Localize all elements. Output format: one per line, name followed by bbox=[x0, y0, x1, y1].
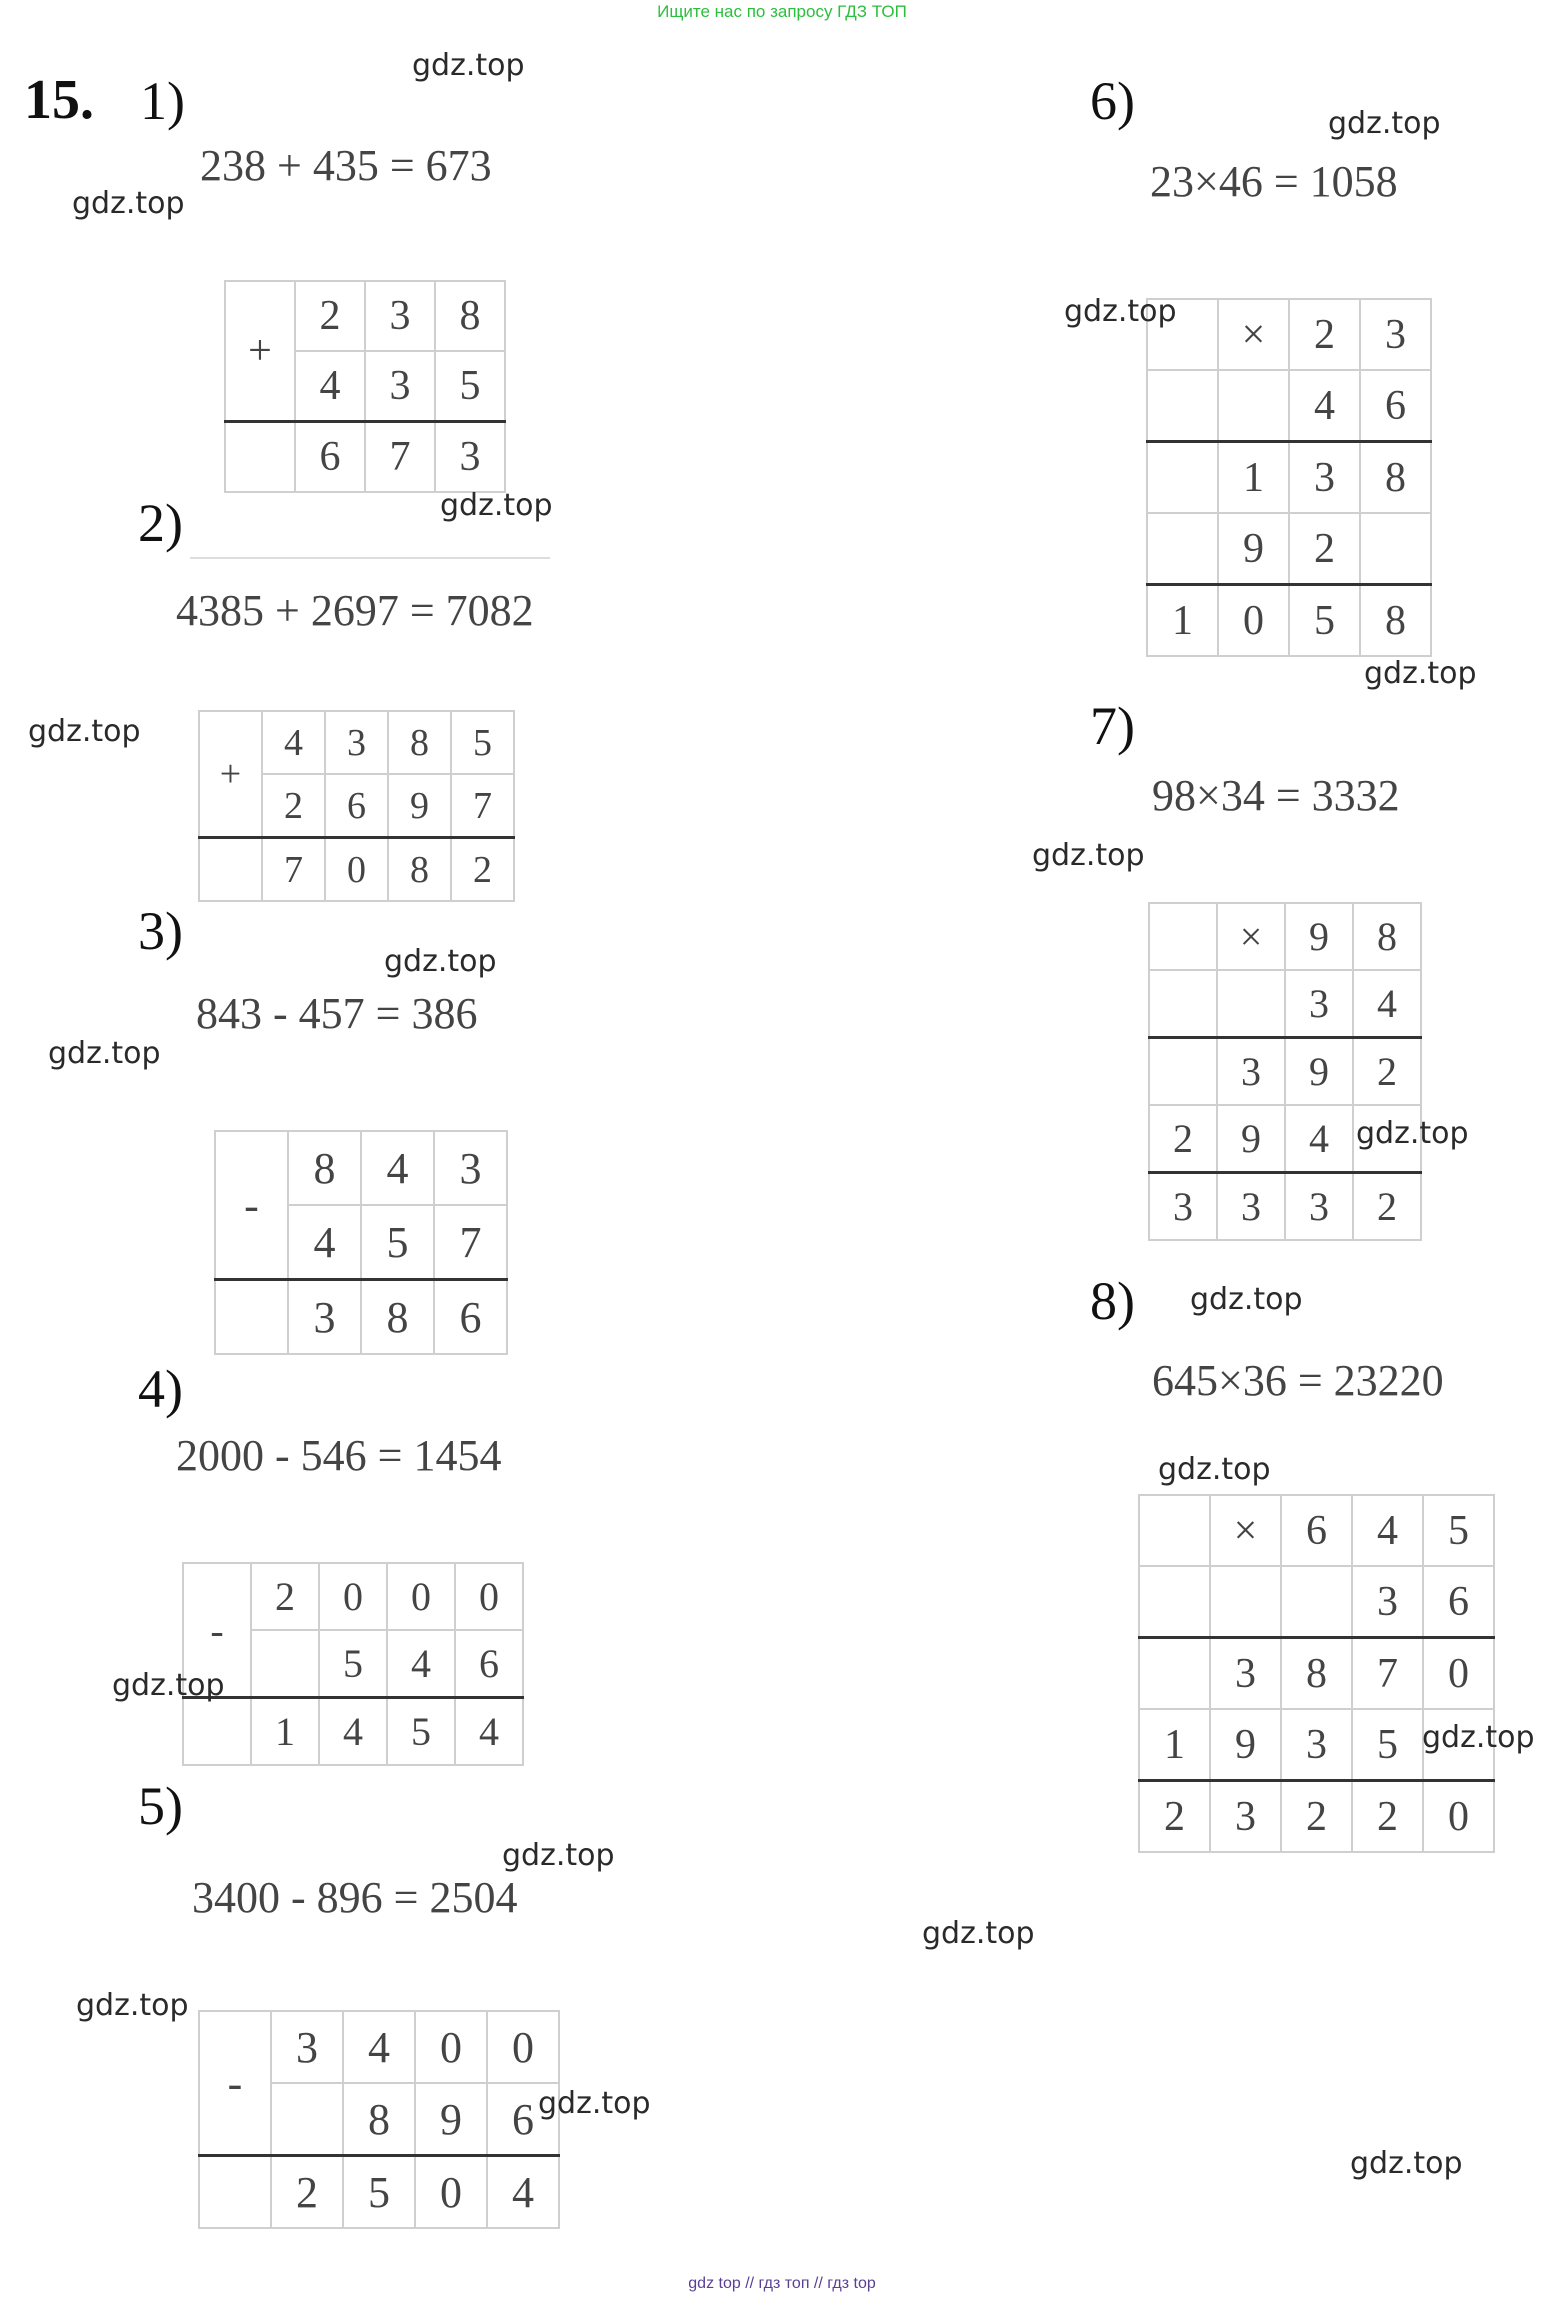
grid-cell: 8 bbox=[1281, 1638, 1352, 1710]
grid-cell: 8 bbox=[361, 1280, 434, 1355]
grid-cell bbox=[1149, 903, 1217, 970]
grid-cell: 0 bbox=[387, 1563, 455, 1630]
grid-cell: 9 bbox=[415, 2083, 487, 2156]
grid-cell: 3 bbox=[365, 281, 435, 351]
grid-cell: 4 bbox=[361, 1131, 434, 1205]
grid-cell: 5 bbox=[1352, 1709, 1423, 1781]
grid-cell: 8 bbox=[288, 1131, 361, 1205]
grid-row bbox=[1147, 442, 1431, 514]
grid-cell: 9 bbox=[1210, 1709, 1281, 1781]
grid-cell: 3 bbox=[1210, 1781, 1281, 1853]
grid-cell: 9 bbox=[1285, 903, 1353, 970]
grid-table bbox=[198, 710, 515, 902]
grid-row bbox=[183, 1563, 523, 1630]
grid-cell: 0 bbox=[415, 2156, 487, 2229]
top-banner[interactable]: Ищите нас по запросу ГДЗ ТОП bbox=[657, 2, 907, 21]
grid-cell: - bbox=[215, 1131, 288, 1280]
grid-cell: 8 bbox=[343, 2083, 415, 2156]
watermark: gdz.top bbox=[538, 2086, 651, 2121]
grid-cell: 5 bbox=[451, 711, 514, 774]
grid-table bbox=[1146, 298, 1432, 657]
column-grid-1 bbox=[224, 280, 506, 493]
grid-row bbox=[1147, 370, 1431, 442]
watermark: gdz.top bbox=[1328, 106, 1441, 141]
grid-cell: 7 bbox=[434, 1205, 507, 1280]
watermark: gdz.top bbox=[1032, 838, 1145, 873]
column-grid-8 bbox=[1138, 1494, 1495, 1853]
watermark: gdz.top bbox=[502, 1838, 615, 1873]
grid-cell: 2 bbox=[262, 774, 325, 838]
grid-cell: 1 bbox=[251, 1698, 319, 1766]
grid-cell: 0 bbox=[319, 1563, 387, 1630]
grid-cell bbox=[225, 422, 295, 493]
grid-cell: 2 bbox=[1353, 1173, 1421, 1241]
divider-rule bbox=[190, 557, 550, 559]
grid-cell bbox=[1139, 1638, 1210, 1710]
task-label-8: 8) bbox=[1090, 1271, 1135, 1331]
grid-cell bbox=[1360, 513, 1431, 585]
grid-row bbox=[199, 2011, 559, 2083]
task-label-4: 4) bbox=[138, 1359, 183, 1419]
grid-cell: 5 bbox=[1289, 585, 1360, 657]
grid-cell: 4 bbox=[1285, 1105, 1353, 1173]
grid-cell bbox=[251, 1630, 319, 1698]
grid-table bbox=[1148, 902, 1422, 1241]
grid-cell: 4 bbox=[455, 1698, 523, 1766]
grid-row bbox=[183, 1698, 523, 1766]
grid-cell bbox=[271, 2083, 343, 2156]
watermark: gdz.top bbox=[1190, 1282, 1303, 1317]
watermark: gdz.top bbox=[1422, 1720, 1535, 1755]
watermark: gdz.top bbox=[112, 1668, 225, 1703]
grid-cell: 3 bbox=[271, 2011, 343, 2083]
watermark: gdz.top bbox=[412, 48, 525, 83]
task-label-6: 6) bbox=[1090, 71, 1135, 131]
grid-cell: 4 bbox=[343, 2011, 415, 2083]
grid-cell: 8 bbox=[435, 281, 505, 351]
grid-cell: 3 bbox=[1285, 1173, 1353, 1241]
grid-cell bbox=[215, 1280, 288, 1355]
grid-cell: 1 bbox=[1147, 585, 1218, 657]
grid-cell: 8 bbox=[1353, 903, 1421, 970]
grid-cell: 6 bbox=[455, 1630, 523, 1698]
grid-cell: 2 bbox=[251, 1563, 319, 1630]
watermark: gdz.top bbox=[1356, 1116, 1469, 1151]
grid-cell: 9 bbox=[1217, 1105, 1285, 1173]
grid-cell bbox=[1149, 1038, 1217, 1106]
grid-cell: × bbox=[1218, 299, 1289, 370]
grid-row bbox=[1147, 585, 1431, 657]
equation-7: 98×34 = 3332 bbox=[1152, 771, 1400, 820]
grid-cell: 5 bbox=[387, 1698, 455, 1766]
grid-row bbox=[1149, 903, 1421, 970]
grid-row bbox=[215, 1280, 507, 1355]
grid-cell bbox=[1147, 370, 1218, 442]
grid-cell: 3 bbox=[288, 1280, 361, 1355]
grid-cell: 3 bbox=[1217, 1173, 1285, 1241]
grid-row bbox=[1149, 1173, 1421, 1241]
grid-cell: 7 bbox=[1352, 1638, 1423, 1710]
grid-cell: + bbox=[199, 711, 262, 838]
grid-row bbox=[1149, 970, 1421, 1038]
grid-row bbox=[1147, 513, 1431, 585]
equation-8: 645×36 = 23220 bbox=[1152, 1356, 1444, 1405]
grid-cell: 6 bbox=[325, 774, 388, 838]
grid-cell: 3 bbox=[435, 422, 505, 493]
grid-cell: 2 bbox=[1281, 1781, 1352, 1853]
grid-row bbox=[199, 838, 514, 902]
grid-cell: 2 bbox=[1289, 513, 1360, 585]
grid-cell: 6 bbox=[1423, 1566, 1494, 1638]
grid-cell: 3 bbox=[1210, 1638, 1281, 1710]
grid-cell: 3 bbox=[325, 711, 388, 774]
grid-cell: 3 bbox=[434, 1131, 507, 1205]
grid-cell: 9 bbox=[1218, 513, 1289, 585]
grid-cell: 4 bbox=[262, 711, 325, 774]
grid-cell: 8 bbox=[1360, 442, 1431, 514]
grid-cell bbox=[1147, 513, 1218, 585]
task-label-5: 5) bbox=[138, 1776, 183, 1836]
task-label-3: 3) bbox=[138, 901, 183, 961]
grid-cell bbox=[1149, 970, 1217, 1038]
grid-table bbox=[214, 1130, 508, 1355]
grid-cell: 4 bbox=[288, 1205, 361, 1280]
grid-cell: 3 bbox=[1285, 970, 1353, 1038]
watermark: gdz.top bbox=[28, 714, 141, 749]
grid-row bbox=[1139, 1566, 1494, 1638]
grid-cell: 5 bbox=[361, 1205, 434, 1280]
grid-cell: 3 bbox=[1352, 1566, 1423, 1638]
grid-cell: 3 bbox=[1281, 1709, 1352, 1781]
grid-cell: 3 bbox=[1217, 1038, 1285, 1106]
watermark: gdz.top bbox=[48, 1036, 161, 1071]
equation-1: 238 + 435 = 673 bbox=[200, 141, 492, 190]
watermark: gdz.top bbox=[1350, 2146, 1463, 2181]
grid-cell: 1 bbox=[1139, 1709, 1210, 1781]
equation-2: 4385 + 2697 = 7082 bbox=[176, 586, 534, 635]
grid-cell: 9 bbox=[1285, 1038, 1353, 1106]
grid-table bbox=[182, 1562, 524, 1766]
grid-cell: 2 bbox=[1289, 299, 1360, 370]
watermark: gdz.top bbox=[76, 1988, 189, 2023]
grid-cell: 1 bbox=[1218, 442, 1289, 514]
grid-row bbox=[215, 1131, 507, 1205]
column-grid-2 bbox=[198, 710, 515, 902]
grid-cell bbox=[1217, 970, 1285, 1038]
column-grid-3 bbox=[214, 1130, 508, 1355]
grid-cell: 8 bbox=[388, 711, 451, 774]
grid-cell: 8 bbox=[388, 838, 451, 902]
watermark: gdz.top bbox=[922, 1916, 1035, 1951]
grid-cell bbox=[1139, 1495, 1210, 1566]
grid-cell: 3 bbox=[365, 351, 435, 422]
watermark: gdz.top bbox=[384, 944, 497, 979]
grid-cell: 5 bbox=[1423, 1495, 1494, 1566]
grid-cell: × bbox=[1217, 903, 1285, 970]
equation-3: 843 - 457 = 386 bbox=[196, 989, 478, 1038]
grid-cell: 3 bbox=[1149, 1173, 1217, 1241]
grid-cell bbox=[199, 2156, 271, 2229]
watermark: gdz.top bbox=[72, 186, 185, 221]
column-grid-5 bbox=[198, 2010, 560, 2229]
grid-cell bbox=[199, 838, 262, 902]
grid-cell: 5 bbox=[343, 2156, 415, 2229]
grid-cell bbox=[1210, 1566, 1281, 1638]
grid-cell: 0 bbox=[487, 2011, 559, 2083]
grid-cell: 7 bbox=[451, 774, 514, 838]
watermark: gdz.top bbox=[440, 488, 553, 523]
grid-cell: 8 bbox=[1360, 585, 1431, 657]
grid-cell: 2 bbox=[271, 2156, 343, 2229]
grid-cell: 4 bbox=[319, 1698, 387, 1766]
equation-5: 3400 - 896 = 2504 bbox=[192, 1873, 518, 1922]
grid-cell: 2 bbox=[1139, 1781, 1210, 1853]
grid-cell bbox=[1147, 442, 1218, 514]
grid-cell: 0 bbox=[1218, 585, 1289, 657]
problem-number: 15. bbox=[24, 69, 94, 131]
grid-cell bbox=[1281, 1566, 1352, 1638]
grid-cell bbox=[1218, 370, 1289, 442]
grid-cell: 7 bbox=[262, 838, 325, 902]
grid-cell: 5 bbox=[319, 1630, 387, 1698]
grid-cell: 4 bbox=[1289, 370, 1360, 442]
column-grid-4 bbox=[182, 1562, 524, 1766]
task-label-2: 2) bbox=[138, 493, 183, 553]
watermark: gdz.top bbox=[1364, 656, 1477, 691]
grid-table bbox=[224, 280, 506, 493]
column-grid-6 bbox=[1146, 298, 1432, 657]
grid-cell bbox=[1139, 1566, 1210, 1638]
grid-row bbox=[1139, 1638, 1494, 1710]
grid-row bbox=[1147, 299, 1431, 370]
grid-cell: 9 bbox=[388, 774, 451, 838]
grid-row bbox=[199, 711, 514, 774]
grid-cell: 3 bbox=[1289, 442, 1360, 514]
grid-cell: 4 bbox=[1352, 1495, 1423, 1566]
grid-row bbox=[1139, 1781, 1494, 1853]
grid-cell: 2 bbox=[295, 281, 365, 351]
grid-cell: 6 bbox=[487, 2083, 559, 2156]
task-label-7: 7) bbox=[1090, 696, 1135, 756]
grid-cell: - bbox=[199, 2011, 271, 2156]
grid-cell: 2 bbox=[451, 838, 514, 902]
grid-cell: 0 bbox=[325, 838, 388, 902]
column-grid-7 bbox=[1148, 902, 1422, 1241]
bottom-banner[interactable]: gdz top // гдз топ // гдз top bbox=[688, 2275, 876, 2292]
grid-cell: 4 bbox=[387, 1630, 455, 1698]
grid-row bbox=[199, 2156, 559, 2229]
grid-cell: 6 bbox=[295, 422, 365, 493]
grid-cell: 6 bbox=[1360, 370, 1431, 442]
grid-cell: 0 bbox=[1423, 1781, 1494, 1853]
grid-cell: 2 bbox=[1149, 1105, 1217, 1173]
grid-cell bbox=[183, 1698, 251, 1766]
grid-cell: 0 bbox=[415, 2011, 487, 2083]
grid-table bbox=[198, 2010, 560, 2229]
grid-cell: 2 bbox=[1352, 1781, 1423, 1853]
grid-cell: 5 bbox=[435, 351, 505, 422]
grid-cell: 6 bbox=[434, 1280, 507, 1355]
grid-cell: 0 bbox=[1423, 1638, 1494, 1710]
grid-cell: + bbox=[225, 281, 295, 422]
grid-cell: 4 bbox=[1353, 970, 1421, 1038]
grid-cell: 6 bbox=[1281, 1495, 1352, 1566]
grid-cell: 0 bbox=[455, 1563, 523, 1630]
equation-4: 2000 - 546 = 1454 bbox=[176, 1431, 502, 1480]
watermark: gdz.top bbox=[1064, 294, 1177, 329]
grid-row bbox=[1139, 1495, 1494, 1566]
grid-cell: 2 bbox=[1353, 1038, 1421, 1106]
grid-cell: 3 bbox=[1360, 299, 1431, 370]
grid-row bbox=[225, 281, 505, 351]
grid-cell: 4 bbox=[487, 2156, 559, 2229]
grid-cell: 4 bbox=[295, 351, 365, 422]
grid-cell: 7 bbox=[365, 422, 435, 493]
grid-row bbox=[225, 422, 505, 493]
grid-cell: × bbox=[1210, 1495, 1281, 1566]
watermark: gdz.top bbox=[1158, 1452, 1271, 1487]
grid-cell: - bbox=[183, 1563, 251, 1698]
grid-table bbox=[1138, 1494, 1495, 1853]
grid-row bbox=[1149, 1038, 1421, 1106]
equation-6: 23×46 = 1058 bbox=[1150, 157, 1398, 206]
task-label-1: 1) bbox=[140, 71, 185, 131]
